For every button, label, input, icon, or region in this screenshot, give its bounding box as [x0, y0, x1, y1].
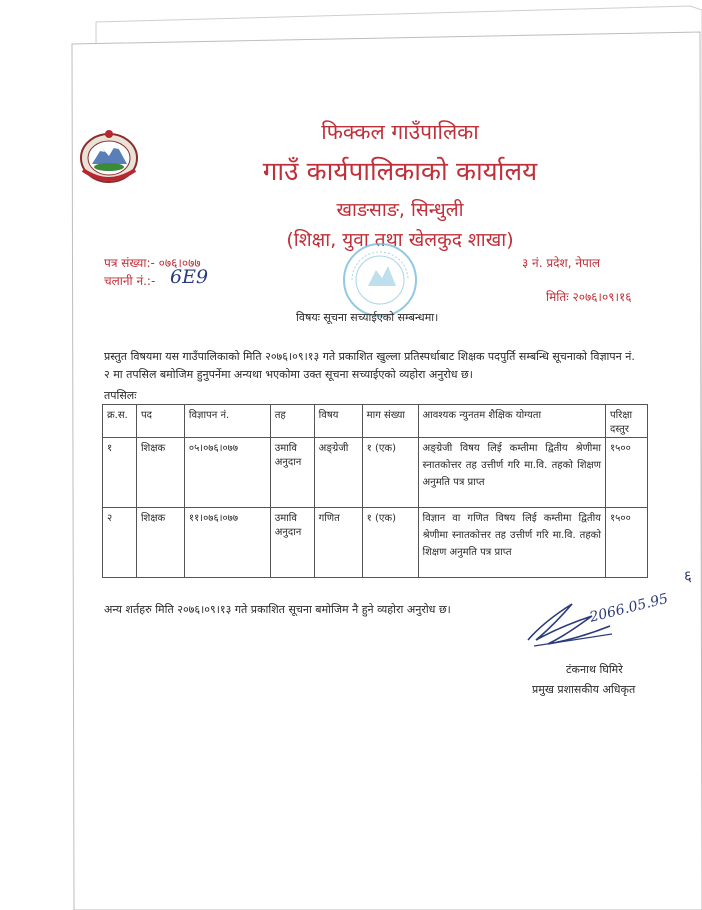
table-cell: उमावि अनुदान — [270, 438, 314, 508]
dispatch-number-handwritten: 6E9 — [170, 266, 209, 288]
body-paragraph: प्रस्तुत विषयमा यस गाउँपालिकाको मिति २०७६।०९।१३ गते प्रकाशित खुल्ला प्रतिस्पर्धाबाट शिक्षक पदपुर्ति सम्बन्धि सूचनाको विज्ञापन नं. २ मा तपसिल बमोजिम हुनुपर्नेमा अन्यथा भएकोमा उक्त सूचना सच्याईएको व्यहोरा अनुरोध छ। — [104, 350, 635, 381]
column-header: परिक्षा दस्तुर — [605, 405, 647, 438]
table-cell: उमावि अनुदान — [270, 508, 314, 578]
signatory-designation: प्रमुख प्रशासकीय अधिकृत — [532, 683, 636, 696]
table-header-row — [103, 405, 648, 438]
table-row — [103, 508, 648, 578]
letter-number: पत्र संख्या:- ०७६।०७७ — [104, 256, 201, 270]
table-cell: ०५।०७६।०७७ — [184, 438, 270, 508]
signatory-name: टंकनाथ घिमिरे — [566, 663, 623, 676]
office-title: गाउँ कार्यपालिकाको कार्यालय — [262, 157, 538, 187]
footer-note: अन्य शर्तहरु मिति २०७६।०९।१३ गते प्रकाशित सूचना बमोजिम नै हुने व्यहोरा अनुरोध छ। — [104, 603, 451, 616]
table-row — [103, 438, 648, 508]
table-cell: १५०० — [605, 508, 647, 578]
column-header: विषय — [314, 405, 362, 438]
side-mark-handwritten: ६ — [684, 567, 692, 585]
table-cell: ११।०७६।०७७ — [184, 508, 270, 578]
table-cell: १ (एक) — [362, 438, 418, 508]
column-header: पद — [136, 405, 184, 438]
letter-date: मितिः २०७६।०९।१६ — [546, 290, 632, 304]
column-header: माग संख्या — [362, 405, 418, 438]
column-header: क्र.स. — [103, 405, 137, 438]
table-cell: १ (एक) — [362, 508, 418, 578]
column-header: विज्ञापन नं. — [184, 405, 270, 438]
section-name: (शिक्षा, युवा तथा खेलकुद शाखा) — [286, 229, 514, 251]
signature-date-handwritten: 2066.05.95 — [588, 590, 670, 626]
table-cell: २ — [103, 508, 137, 578]
table-cell: १५०० — [605, 438, 647, 508]
table-cell: शिक्षक — [136, 438, 184, 508]
table-cell: अङ्ग्रेजी — [314, 438, 362, 508]
table-cell: शिक्षक — [136, 508, 184, 578]
subject-line: विषयः सूचना सच्याईएको सम्बन्धमा। — [296, 311, 439, 324]
column-header: आवश्यक न्युनतम शैक्षिक योग्यता — [418, 405, 605, 438]
nepal-emblem-icon — [78, 128, 140, 186]
table-cell: गणित — [314, 508, 362, 578]
table-cell: अङ्ग्रेजी विषय लिई कम्तीमा द्वितीय श्रेणीमा स्नातकोत्तर तह उत्तीर्ण गरि मा.वि. तहको शिक्षण अनुमति पत्र प्राप्त — [418, 438, 605, 508]
column-header: तह — [270, 405, 314, 438]
office-address: खाङसाङ, सिन्धुली — [336, 199, 464, 221]
table-cell: १ — [103, 438, 137, 508]
municipality-name: फिक्कल गाउँपालिका — [321, 120, 479, 144]
table-cell: विज्ञान वा गणित विषय लिई कम्तीमा द्वितीय श्रेणीमा स्नातकोत्तर तह उत्तीर्ण गरि मा.वि. तहको शिक्षण अनुमति पत्र प्राप्त — [418, 508, 605, 578]
dispatch-number-label: चलानी नं.:- — [104, 274, 156, 288]
vacancy-table — [102, 404, 648, 578]
office-stamp-icon — [340, 240, 420, 320]
tapasil-label: तपसिलः — [104, 389, 137, 402]
province-label: ३ नं. प्रदेश, नेपाल — [522, 256, 601, 270]
